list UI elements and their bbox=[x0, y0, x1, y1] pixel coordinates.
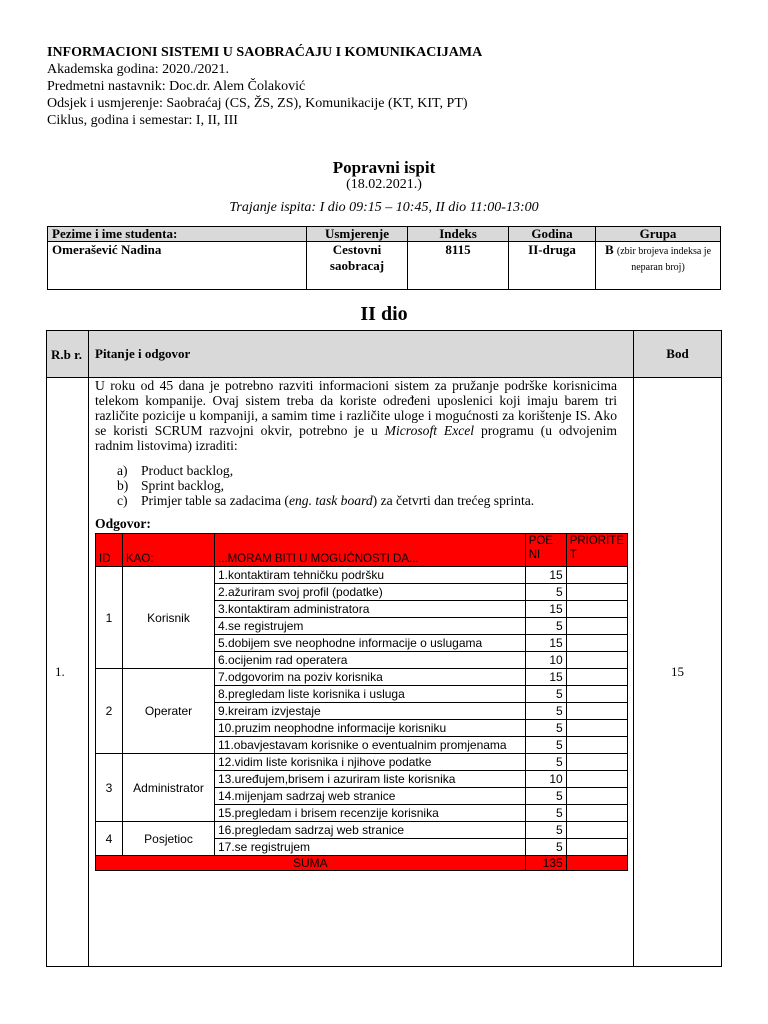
backlog-item-points: 15 bbox=[525, 601, 566, 618]
sum-row bbox=[96, 856, 628, 871]
backlog-item-priority bbox=[566, 601, 627, 618]
header-rbr: R.b r. bbox=[47, 331, 89, 378]
task-list bbox=[117, 463, 633, 508]
sum-label: SUMA bbox=[96, 856, 526, 871]
header-bod: Bod bbox=[634, 331, 722, 378]
backlog-item-points: 5 bbox=[525, 805, 566, 822]
backlog-group-role: Posjetioc bbox=[123, 822, 215, 856]
backlog-item-points: 5 bbox=[525, 822, 566, 839]
course-title: INFORMACIONI SISTEMI U SAOBRAĆAJU I KOMUNIKACIJAMA bbox=[47, 45, 483, 60]
backlog-item-points: 5 bbox=[525, 839, 566, 856]
backlog-item-text: 5.dobijem sve neophodne informacije o uslugama bbox=[215, 635, 526, 652]
question-text-part2: . Ovaj sistem treba da koriste određeni uposlenici koji imaju barem tri različite pozicije u kompaniji, a samim time i različite uloge i mogućnosti za korištenje IS. Ako se koristi SCRUM razvojni okvir, potrebno je u bbox=[95, 393, 617, 438]
backlog-item-text: 14.mijenjam sadrzaj web stranice bbox=[215, 788, 526, 805]
backlog-item-text: 15.pregledam i brisem recenzije korisnika bbox=[215, 805, 526, 822]
backlog-group-id: 4 bbox=[96, 822, 123, 856]
backlog-item-points: 5 bbox=[525, 720, 566, 737]
question-text bbox=[95, 378, 617, 453]
backlog-item-points: 5 bbox=[525, 754, 566, 771]
teacher: Predmetni nastavnik: Doc.dr. Alem Čolaković bbox=[47, 79, 306, 94]
backlog-item-text: 7.odgovorim na poziv korisnika bbox=[215, 669, 526, 686]
backlog-row bbox=[96, 822, 628, 839]
student-info-table bbox=[47, 226, 721, 290]
backlog-item-priority bbox=[566, 703, 627, 720]
backlog-item-text: 9.kreiram izvjestaje bbox=[215, 703, 526, 720]
question-highlight: za pružanje podrške korisnicima telekom kompanije bbox=[95, 378, 617, 408]
backlog-item-priority bbox=[566, 584, 627, 601]
header-grupa: Grupa bbox=[596, 227, 721, 242]
backlog-item-text: 16.pregledam sadrzaj web stranice bbox=[215, 822, 526, 839]
answer-label: Odgovor: bbox=[95, 516, 151, 531]
header-student-name: Pezime i ime studenta: bbox=[48, 227, 307, 242]
backlog-item-priority bbox=[566, 839, 627, 856]
backlog-group-id: 2 bbox=[96, 669, 123, 754]
header-usmjerenje: Usmjerenje bbox=[307, 227, 408, 242]
backlog-item-priority bbox=[566, 567, 627, 584]
backlog-item-points: 5 bbox=[525, 686, 566, 703]
list-item-text: Sprint backlog, bbox=[141, 478, 225, 493]
backlog-item-text: 11.obavjestavam korisnike o eventualnim promjenama bbox=[215, 737, 526, 754]
backlog-header-poeni: POE NI bbox=[525, 534, 566, 567]
backlog-item-priority bbox=[566, 720, 627, 737]
backlog-header-prioritet: PRIORITE T bbox=[566, 534, 627, 567]
backlog-item-points: 15 bbox=[525, 635, 566, 652]
backlog-item-text: 2.ažuriram svoj profil (podatke) bbox=[215, 584, 526, 601]
backlog-item-points: 10 bbox=[525, 771, 566, 788]
backlog-group-role: Operater bbox=[123, 669, 215, 754]
list-item bbox=[117, 463, 633, 478]
backlog-header-id: ID bbox=[96, 534, 123, 567]
list-item-text: Product backlog, bbox=[141, 463, 234, 478]
sum-value: 135 bbox=[525, 856, 566, 871]
list-item-text bbox=[141, 493, 534, 508]
backlog-group-role: Korisnik bbox=[123, 567, 215, 669]
backlog-row bbox=[96, 567, 628, 584]
exam-date: (18.02.2021.) bbox=[346, 177, 422, 192]
student-grupa: B bbox=[604, 242, 614, 257]
backlog-item-text: 8.pregledam liste korisnika i usluga bbox=[215, 686, 526, 703]
backlog-item-priority bbox=[566, 635, 627, 652]
backlog-group-role: Administrator bbox=[123, 754, 215, 822]
backlog-item-priority bbox=[566, 737, 627, 754]
list-item bbox=[117, 493, 633, 508]
question-text-part3: programu (u odvojenim radnim listovima) izraditi: bbox=[95, 423, 618, 453]
backlog-item-priority bbox=[566, 805, 627, 822]
backlog-group-id: 1 bbox=[96, 567, 123, 669]
header-question: Pitanje i odgovor bbox=[89, 331, 634, 378]
backlog-item-priority bbox=[566, 669, 627, 686]
student-usmjerenje: Cestovni saobracaj bbox=[307, 242, 408, 290]
backlog-header-kao: KAO: bbox=[123, 534, 215, 567]
backlog-item-text: 3.kontaktiram administratora bbox=[215, 601, 526, 618]
question-italic: Microsoft Excel bbox=[384, 423, 475, 438]
backlog-item-text: 1.kontaktiram tehničku podršku bbox=[215, 567, 526, 584]
backlog-item-priority bbox=[566, 822, 627, 839]
list-item bbox=[117, 478, 633, 493]
list-item-text-before: Primjer table sa zadacima ( bbox=[141, 493, 289, 508]
header-indeks: Indeks bbox=[408, 227, 509, 242]
list-item-label: c) bbox=[117, 493, 128, 508]
question-cell bbox=[89, 378, 634, 967]
sum-prio bbox=[566, 856, 627, 871]
student-name: Omerašević Nadina bbox=[48, 242, 307, 290]
student-indeks: 8115 bbox=[408, 242, 509, 290]
student-grupa-cell bbox=[596, 242, 721, 290]
department: Odsjek i usmjerenje: Saobraćaj (CS, ŽS, ZS), Komunikacije (KT, KIT, PT) bbox=[47, 96, 468, 111]
backlog-item-text: 12.vidim liste korisnika i njihove podatke bbox=[215, 754, 526, 771]
backlog-row bbox=[96, 669, 628, 686]
backlog-item-text: 10.pruzim neophodne informacije korisniku bbox=[215, 720, 526, 737]
backlog-group-id: 3 bbox=[96, 754, 123, 822]
backlog-item-points: 15 bbox=[525, 567, 566, 584]
backlog-item-priority bbox=[566, 754, 627, 771]
backlog-item-points: 10 bbox=[525, 652, 566, 669]
header-godina: Godina bbox=[509, 227, 596, 242]
question-points: 15 bbox=[634, 378, 722, 967]
question-number: 1. bbox=[47, 378, 89, 967]
backlog-item-priority bbox=[566, 652, 627, 669]
grupa-note: (zbir brojeva indeksa je neparan broj) bbox=[616, 246, 712, 273]
list-item-text-after: ) za četvrti dan trećeg sprinta. bbox=[372, 493, 535, 508]
backlog-item-points: 5 bbox=[525, 737, 566, 754]
question-text-part1: U roku od 45 dana je potrebno razviti informacioni sistem bbox=[95, 378, 435, 393]
backlog-item-text: 13.uređujem,brisem i azuriram liste korisnika bbox=[215, 771, 526, 788]
backlog-item-points: 5 bbox=[525, 788, 566, 805]
backlog-item-text: 6.ocijenim rad operatera bbox=[215, 652, 526, 669]
question-table bbox=[46, 330, 722, 967]
backlog-item-priority bbox=[566, 788, 627, 805]
list-item-label: a) bbox=[117, 463, 128, 478]
backlog-item-points: 15 bbox=[525, 669, 566, 686]
backlog-header-moram: ...MORAM BITI U MOGUĆNOSTI DA... bbox=[215, 534, 526, 567]
backlog-row bbox=[96, 754, 628, 771]
backlog-item-points: 5 bbox=[525, 618, 566, 635]
backlog-item-text: 4.se registrujem bbox=[215, 618, 526, 635]
backlog-item-points: 5 bbox=[525, 584, 566, 601]
backlog-item-priority bbox=[566, 771, 627, 788]
academic-year: Akademska godina: 2020./2021. bbox=[47, 62, 229, 77]
backlog-item-priority bbox=[566, 618, 627, 635]
list-item-text-italic: eng. task board bbox=[288, 493, 373, 508]
backlog-item-points: 5 bbox=[525, 703, 566, 720]
backlog-item-priority bbox=[566, 686, 627, 703]
product-backlog-table bbox=[95, 533, 628, 871]
exam-title: Popravni ispit bbox=[332, 158, 436, 177]
list-item-label: b) bbox=[117, 478, 129, 493]
part-title: II dio bbox=[360, 303, 408, 325]
backlog-item-text: 17.se registrujem bbox=[215, 839, 526, 856]
exam-duration: Trajanje ispita: I dio 09:15 – 10:45, II dio 11:00-13:00 bbox=[229, 200, 539, 215]
cycle: Ciklus, godina i semestar: I, II, III bbox=[47, 113, 238, 128]
student-godina: II-druga bbox=[509, 242, 596, 290]
